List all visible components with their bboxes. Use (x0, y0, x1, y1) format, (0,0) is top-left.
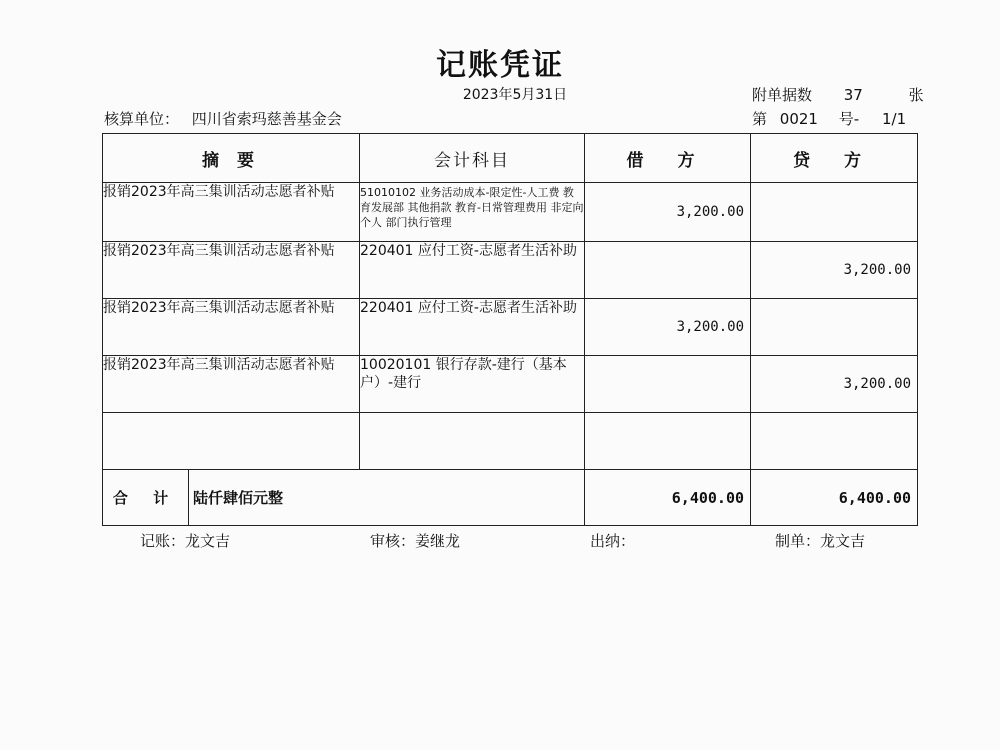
preparer-signature (775, 530, 865, 551)
row-debit (585, 413, 751, 470)
reviewer-signature (370, 530, 460, 551)
unit-label: 核算单位： (104, 110, 180, 128)
cashier-signature (590, 530, 635, 551)
row-credit: 3,200.00 (751, 356, 918, 413)
voucher-title: 记账凭证 (436, 48, 564, 83)
col-summary-header: 摘 要 (103, 134, 360, 183)
preparer-label: 制单： (775, 532, 821, 550)
row-summary: 报销2023年高三集训活动志愿者补贴 (103, 356, 360, 413)
voucher-prefix: 第 (752, 110, 768, 128)
row-credit (751, 413, 918, 470)
bookkeeper-signature (140, 530, 230, 551)
row-summary (103, 413, 360, 470)
table-row (103, 242, 918, 299)
total-label: 合 计 (103, 470, 189, 526)
table-row (103, 183, 918, 242)
col-subject-header: 会计科目 (360, 134, 585, 183)
voucher-date: 2023年5月31日 (462, 87, 568, 103)
cashier-label: 出纳： (590, 532, 636, 550)
row-debit: 3,200.00 (585, 183, 751, 242)
unit-name: 四川省索玛慈善基金会 (191, 110, 342, 128)
voucher-table (102, 133, 918, 526)
row-summary: 报销2023年高三集训活动志愿者补贴 (103, 242, 360, 299)
row-subject (360, 413, 585, 470)
col-credit-header: 贷 方 (751, 134, 918, 183)
row-debit: 3,200.00 (585, 299, 751, 356)
row-debit (585, 242, 751, 299)
attach-unit: 张 (908, 86, 924, 104)
attach-count: 37 (843, 86, 863, 104)
voucher-number (752, 108, 906, 129)
table-row-empty (103, 413, 918, 470)
row-summary: 报销2023年高三集训活动志愿者补贴 (103, 299, 360, 356)
row-credit: 3,200.00 (751, 242, 918, 299)
table-row (103, 299, 918, 356)
reviewer-name: 姜继龙 (415, 532, 461, 550)
preparer-name: 龙文吉 (820, 532, 866, 550)
table-row (103, 356, 918, 413)
total-credit: 6,400.00 (751, 470, 918, 526)
voucher-no: 0021 (779, 110, 818, 128)
total-debit: 6,400.00 (585, 470, 751, 526)
accounting-unit (104, 108, 342, 129)
col-debit-header: 借 方 (585, 134, 751, 183)
row-credit (751, 299, 918, 356)
bookkeeper-name: 龙文吉 (185, 532, 231, 550)
attachment-count (752, 84, 924, 105)
row-subject: 51010102 业务活动成本-限定性-人工费 教育发展部 其他捐款 教育-日常管理费用 非定向 个人 部门执行管理 (360, 183, 585, 242)
row-credit (751, 183, 918, 242)
row-debit (585, 356, 751, 413)
attach-label: 附单据数 (752, 86, 813, 104)
row-subject: 10020101 银行存款-建行（基本户）-建行 (360, 356, 585, 413)
total-amount-words: 陆仟肆佰元整 (189, 470, 585, 526)
voucher-page: 1/1 (881, 110, 907, 128)
reviewer-label: 审核： (370, 532, 416, 550)
table-header-row (103, 134, 918, 183)
bookkeeper-label: 记账： (140, 532, 186, 550)
row-subject: 220401 应付工资-志愿者生活补助 (360, 242, 585, 299)
row-summary: 报销2023年高三集训活动志愿者补贴 (103, 183, 360, 242)
row-subject: 220401 应付工资-志愿者生活补助 (360, 299, 585, 356)
voucher-mid: 号- (838, 110, 860, 128)
total-row (103, 470, 918, 526)
